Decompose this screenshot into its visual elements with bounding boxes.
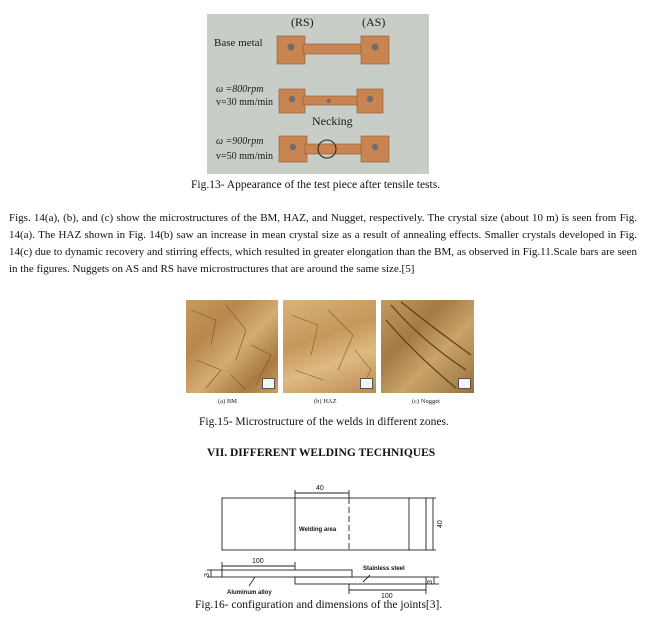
dim-3-right: 3 — [427, 580, 434, 584]
fig13-caption: Fig.13- Appearance of the test piece after tensile tests. — [191, 179, 441, 191]
scale-bar-bm — [262, 378, 275, 389]
sublabel-bm: (a) BM — [218, 398, 237, 405]
specimen1-gauge — [303, 44, 363, 54]
label-sample2-velocity: v=30 mm/min — [216, 97, 274, 108]
scale-bar-haz — [360, 378, 373, 389]
label-as: (AS) — [362, 15, 386, 29]
dim-100-right: 100 — [381, 593, 393, 600]
label-sample3-speed: ω =900rpm — [216, 136, 264, 147]
label-sample2-speed: ω =800rpm — [216, 84, 264, 95]
fig16-diagram — [195, 478, 445, 600]
aluminum-plate-side — [222, 570, 352, 577]
dim-100-left: 100 — [252, 558, 264, 565]
sublabel-nugget: (c) Nugget — [412, 398, 440, 405]
specimen3-gauge — [305, 144, 363, 154]
micrograph-bm — [186, 300, 278, 393]
fig13-photo — [207, 14, 429, 174]
dim-top-40: 40 — [316, 485, 324, 492]
micrograph-nugget — [381, 300, 474, 393]
aluminum-alloy-label: Aluminum alloy — [227, 590, 272, 596]
body-paragraph: Figs. 14(a), (b), and (c) show the microstructures of the BM, HAZ, and Nugget, respectively. The crystal size (about 10 m) is seen from Fig. 14(a). The HAZ shown in Fig. 14(b) saw an increase in mean crystal size as a result of annealing effects. Smaller crystals developed in Fig. 14(c) due to dynamic recovery and stirring effects, which resulted in greater elongation than the BM, as observed in Fig.11.Scale bars are seen in the figures. Nuggets on AS and RS have microstructures that are around the same size.[5] — [9, 212, 637, 275]
section-heading: VII. DIFFERENT WELDING TECHNIQUES — [207, 447, 436, 459]
dim-3-left: 3 — [204, 573, 211, 577]
dim-right-40: 40 — [437, 520, 444, 528]
fig16-caption: Fig.16- configuration and dimensions of the joints[3]. — [195, 599, 443, 611]
label-sample3-velocity: v=50 mm/min — [216, 151, 274, 162]
plate-top-view — [222, 498, 426, 550]
micrograph-haz — [283, 300, 376, 393]
label-base-metal: Base metal — [214, 37, 263, 49]
scale-bar-nugget — [458, 378, 471, 389]
label-rs: (RS) — [291, 15, 314, 29]
welding-area-label: Welding area — [299, 527, 337, 533]
stainless-steel-label: Stainless steel — [363, 566, 405, 572]
label-necking: Necking — [312, 114, 353, 128]
sublabel-haz: (b) HAZ — [314, 398, 337, 405]
fig15-caption: Fig.15- Microstructure of the welds in different zones. — [199, 416, 449, 428]
steel-plate-side — [295, 577, 426, 584]
